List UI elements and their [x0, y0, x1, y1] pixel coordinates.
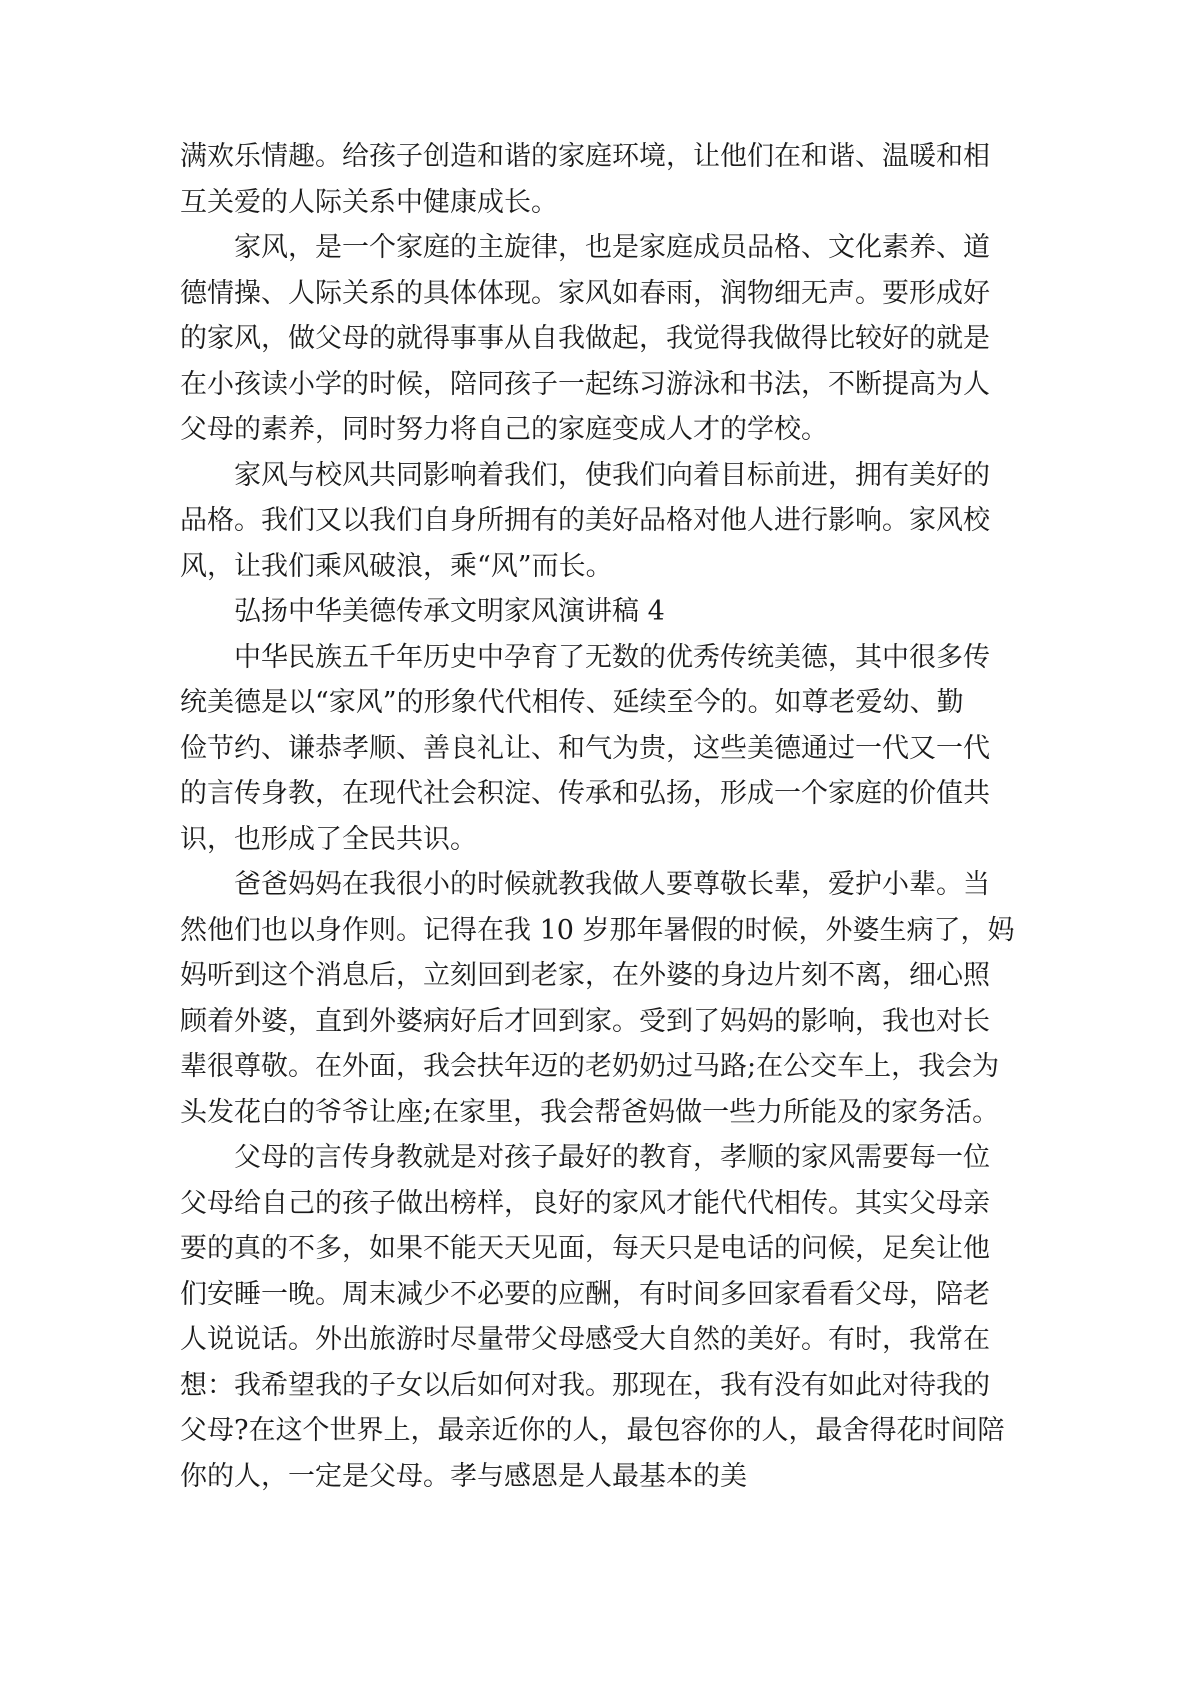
text-line: 然他们也以身作则。记得在我 10 岁那年暑假的时候，外婆生病了，妈 [180, 914, 1015, 946]
text-line: 互关爱的人际关系中健康成长。 [180, 186, 558, 218]
text-line: 父母给自己的孩子做出榜样，良好的家风才能代代相传。其实父母亲 [180, 1187, 990, 1219]
heading-text: 弘扬中华美德传承文明家风演讲稿 4 [234, 596, 665, 627]
text-line: 妈听到这个消息后，立刻回到老家，在外婆的身边片刻不离，细心照 [180, 960, 990, 991]
paragraph-3 [180, 453, 1020, 590]
paragraph-6 [180, 1135, 1020, 1499]
text-line: 的家风，做父母的就得事事从自我做起，我觉得我做得比较好的就是 [180, 323, 990, 354]
document-body [180, 134, 1020, 1499]
text-line: 品格。我们又以我们自身所拥有的美好品格对他人进行影响。家风校 [180, 505, 990, 536]
text-line: 人说说话。外出旅游时尽量带父母感受大自然的美好。有时，我常在 [180, 1324, 990, 1355]
text-line: 满欢乐情趣。给孩子创造和谐的家庭环境，让他们在和谐、温暖和相 [180, 141, 990, 172]
text-line: 家风与校风共同影响着我们，使我们向着目标前进，拥有美好的 [234, 459, 990, 491]
text-line: 父母的言传身教就是对孩子最好的教育，孝顺的家风需要每一位 [234, 1142, 990, 1173]
text-line: 在小孩读小学的时候，陪同孩子一起练习游泳和书法，不断提高为人 [180, 368, 990, 400]
section-heading [180, 589, 1020, 635]
text-line: 俭节约、谦恭孝顺、善良礼让、和气为贵，这些美德通过一代又一代 [180, 732, 990, 764]
text-line: 你的人，一定是父母。孝与感恩是人最基本的美 [180, 1460, 747, 1492]
text-line: 中华民族五千年历史中孕育了无数的优秀传统美德，其中很多传 [234, 641, 990, 673]
paragraph-1 [180, 134, 1020, 225]
text-line: 爸爸妈妈在我很小的时候就教我做人要尊敬长辈，爱护小辈。当 [234, 869, 990, 900]
text-line: 的言传身教，在现代社会积淀、传承和弘扬，形成一个家庭的价值共 [180, 778, 990, 809]
text-line: 家风，是一个家庭的主旋律，也是家庭成员品格、文化素养、道 [234, 232, 990, 263]
text-line: 想：我希望我的子女以后如何对我。那现在，我有没有如此对待我的 [180, 1369, 990, 1401]
paragraph-2 [180, 225, 1020, 453]
text-line: 们安睡一晚。周末减少不必要的应酬，有时间多回家看看父母，陪老 [180, 1278, 990, 1310]
text-line: 要的真的不多，如果不能天天见面，每天只是电话的问候，足矣让他 [180, 1233, 990, 1264]
text-line: 父母的素养，同时努力将自己的家庭变成人才的学校。 [180, 414, 828, 445]
text-line: 德情操、人际关系的具体体现。家风如春雨，润物细无声。要形成好 [180, 277, 990, 309]
text-line: 辈很尊敬。在外面，我会扶年迈的老奶奶过马路;在公交车上，我会为 [180, 1051, 1000, 1082]
text-line: 识，也形成了全民共识。 [180, 823, 477, 855]
text-line: 顾着外婆，直到外婆病好后才回到家。受到了妈妈的影响，我也对长 [180, 1005, 990, 1037]
text-line: 父母?在这个世界上，最亲近你的人，最包容你的人，最舍得花时间陪 [180, 1415, 1005, 1446]
paragraph-4 [180, 635, 1020, 863]
text-line: 风，让我们乘风破浪，乘“风”而长。 [180, 550, 613, 582]
text-line: 头发花白的爷爷让座;在家里，我会帮爸妈做一些力所能及的家务活。 [180, 1096, 1000, 1128]
paragraph-5 [180, 862, 1020, 1135]
text-line: 统美德是以“家风”的形象代代相传、延续至今的。如尊老爱幼、勤 [180, 687, 964, 718]
